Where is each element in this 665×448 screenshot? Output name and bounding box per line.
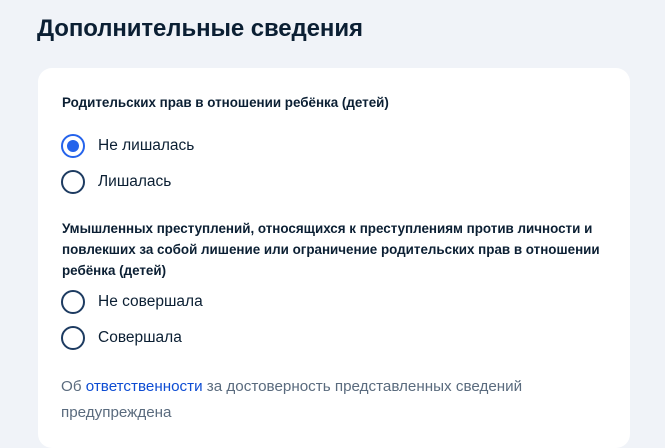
radio-label: Не совершала (98, 293, 203, 310)
radio-button[interactable] (61, 290, 85, 314)
radio-label: Лишалась (98, 173, 172, 190)
question-parental-rights-label: Родительских прав в отношении ребёнка (детей) (62, 95, 389, 110)
note-suffix: за достоверность представленных сведений предупреждена (61, 378, 523, 421)
question-crimes-label: Умышленных преступлений, относящихся к преступлениям против личности и повлекших за собой лишение или ограничение родительских прав в отношении ребёнка (детей) (62, 221, 600, 278)
radio-button[interactable] (61, 326, 85, 350)
note-prefix: Об (61, 378, 86, 395)
radio-button[interactable] (61, 170, 85, 194)
page-title: Дополнительные сведения (37, 15, 363, 42)
radio-label: Не лишалась (98, 137, 195, 154)
radio-label: Совершала (98, 329, 182, 346)
radio-option-committed[interactable] (61, 325, 182, 351)
radio-option-not-committed[interactable] (61, 289, 203, 315)
radio-option-deprived[interactable] (61, 169, 171, 195)
radio-button-checked[interactable] (61, 134, 85, 158)
additional-info-card (38, 68, 630, 448)
radio-dot (67, 140, 79, 152)
radio-option-not-deprived[interactable] (61, 133, 194, 159)
responsibility-note (61, 374, 581, 426)
responsibility-link[interactable]: ответственности (85, 378, 203, 395)
